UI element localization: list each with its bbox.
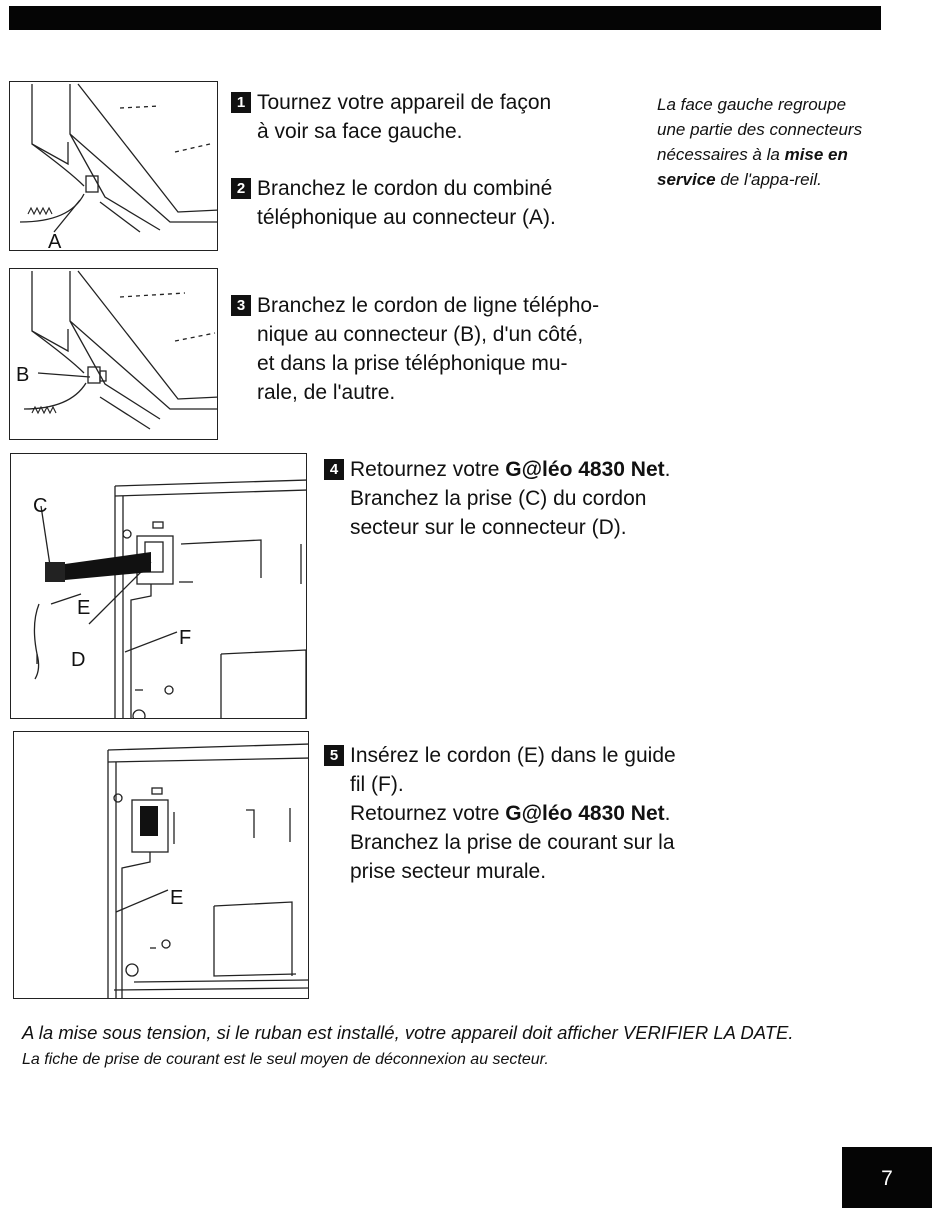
- figure-4-label-e: E: [170, 887, 184, 909]
- figure-4-drawing: [14, 732, 309, 999]
- step-4-line-2: Branchez la prise (C) du cordon: [350, 487, 647, 510]
- step-3: [231, 291, 651, 407]
- step-3-line-3: et dans la prise téléphonique mu-: [257, 352, 568, 375]
- figure-line-connector: [9, 268, 218, 440]
- top-header-bar: [9, 6, 881, 30]
- step-5-line-1: Insérez le cordon (E) dans le guide: [350, 744, 676, 767]
- side-note: [657, 92, 879, 192]
- figure-3-label-f: F: [179, 627, 192, 649]
- step-1: [231, 88, 631, 146]
- step-1-line-2: à voir sa face gauche.: [257, 120, 463, 143]
- step-5-line-2: fil (F).: [350, 773, 404, 796]
- step-5-line-3-prefix: Retournez votre: [350, 802, 506, 825]
- step-2-line-1: Branchez le cordon du combiné: [257, 177, 553, 200]
- step-5-number: 5: [324, 745, 344, 766]
- step-5: [324, 741, 744, 886]
- footnote: [22, 1020, 902, 1072]
- step-2-number: 2: [231, 178, 251, 199]
- page-number: 7: [842, 1147, 932, 1208]
- figure-power-connector: [10, 453, 307, 719]
- side-note-text-2: de l'appa-reil.: [715, 170, 822, 189]
- step-4-line-1-prefix: Retournez votre: [350, 458, 506, 481]
- figure-2-drawing: [10, 269, 218, 440]
- figure-3-drawing: [11, 454, 307, 719]
- figure-1-drawing: [10, 82, 218, 251]
- step-3-line-1: Branchez le cordon de ligne télépho-: [257, 294, 600, 317]
- step-3-line-4: rale, de l'autre.: [257, 381, 396, 404]
- step-1-number: 1: [231, 92, 251, 113]
- side-note-text-1: La face gauche regroupe une partie des connecteurs nécessaires à la: [657, 95, 863, 164]
- side-note-bold: mise en service: [657, 145, 848, 189]
- step-2: [231, 174, 631, 232]
- step-4-product-name: G@léo 4830 Net: [505, 458, 665, 481]
- figure-1-label-a: A: [48, 231, 62, 252]
- step-4-line-1-suffix: .: [664, 458, 671, 481]
- figure-3-label-e: E: [77, 597, 91, 619]
- step-5-line-4: Branchez la prise de courant sur la: [350, 831, 675, 854]
- step-3-line-2: nique au connecteur (B), d'un côté,: [257, 323, 584, 346]
- step-2-line-2: téléphonique au connecteur (A).: [257, 206, 556, 229]
- step-4-line-3: secteur sur le connecteur (D).: [350, 516, 627, 539]
- figure-3-label-d: D: [71, 649, 86, 671]
- step-5-line-3-suffix: .: [664, 802, 671, 825]
- step-5-line-5: prise secteur murale.: [350, 860, 547, 883]
- figure-3-label-c: C: [33, 495, 48, 517]
- figure-handset-connector: [9, 81, 218, 251]
- figure-2-label-b: B: [16, 364, 30, 386]
- step-5-product-name: G@léo 4830 Net: [505, 802, 665, 825]
- step-1-line-1: Tournez votre appareil de façon: [257, 91, 552, 114]
- step-5-line-3: [324, 799, 744, 828]
- step-4: [324, 455, 744, 542]
- step-4-number: 4: [324, 459, 344, 480]
- figure-cable-guide: [13, 731, 309, 999]
- footnote-power-on: A la mise sous tension, si le ruban est installé, votre appareil doit afficher VERIFIER LA DATE.: [22, 1022, 794, 1043]
- footnote-disconnect: La fiche de prise de courant est le seul moyen de déconnexion au secteur.: [22, 1051, 549, 1068]
- step-3-number: 3: [231, 295, 251, 316]
